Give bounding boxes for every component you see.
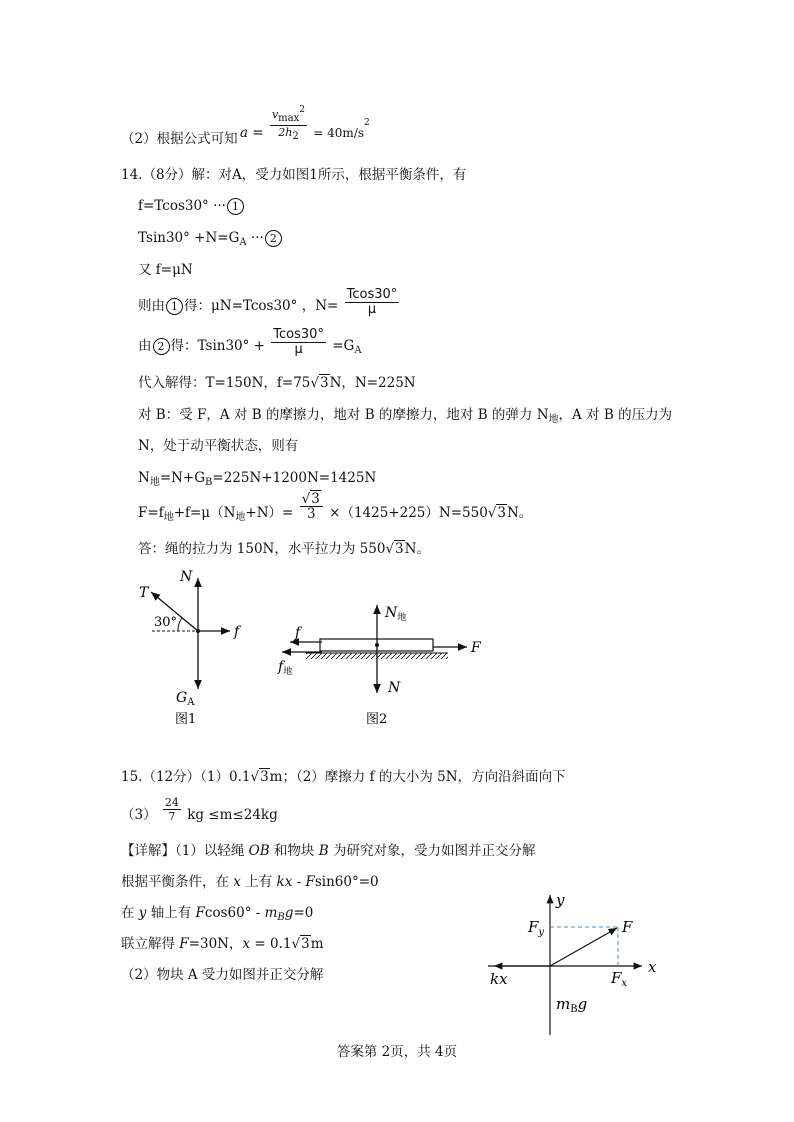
l10-fraction (300, 492, 323, 521)
l5-c: =G (332, 338, 355, 354)
v-sup: 2 (299, 105, 305, 115)
l4-num: Tcos30° (346, 287, 398, 302)
q13-part2-line (121, 122, 238, 158)
l5-b: 得：Tsin30° + (170, 338, 265, 354)
q15-l4-b: =30N， (188, 936, 243, 952)
q14-line6 (138, 374, 416, 392)
l10-den: 3 (306, 506, 316, 522)
fig3-label-f: F (622, 918, 633, 936)
l10-c: +N）= (245, 505, 294, 521)
l4-den: μ (367, 302, 377, 317)
figure-1-force-diagram (130, 565, 260, 735)
fig2-label-big-f: F (471, 640, 481, 656)
fig3-label-b: B (570, 1004, 578, 1015)
fig2-label-f-ground-main: f (278, 659, 284, 675)
q14-answer (138, 540, 430, 558)
sqrt-l10-num: √3 (301, 491, 320, 507)
q15-line4 (121, 935, 324, 953)
fig3-label-x: x (648, 958, 657, 976)
l10-a: F=f (138, 505, 164, 521)
fig2-label-n (384, 605, 406, 623)
fig3-label-g: g (577, 995, 588, 1013)
q14-line5 (138, 328, 362, 357)
q14-eq3: 又 f=μN (138, 262, 193, 278)
l4-a: 则由 (138, 298, 165, 314)
q15-l2-b: 上有 (240, 874, 277, 890)
q14-line9 (138, 469, 376, 492)
p3-a: （3） (121, 807, 157, 823)
answer-b: N。 (404, 541, 430, 557)
fig2-label-n-down: N (388, 680, 401, 696)
fig1-label-f: f (234, 624, 240, 640)
rad-answer: 3 (395, 541, 404, 557)
q15-l4-x: x (242, 936, 251, 952)
l9-sub: 地 (149, 477, 160, 488)
fig3-f-arrow (550, 928, 617, 966)
q15-line5: （2）物块 A 受力如图并正交分解 (121, 967, 324, 983)
p3-b: kg ≤m≤24kg (187, 807, 278, 823)
fig1-angle-arc (178, 618, 182, 631)
q15-l3-d: =0 (293, 905, 314, 921)
q15-l2-a: 根据平衡条件，在 (121, 874, 234, 890)
formula-result: = 40m/s (313, 126, 365, 140)
q14-line7 (138, 406, 672, 429)
fig3-label-fy-main: F (528, 918, 539, 936)
q14-line4 (138, 288, 401, 317)
l10-sub: 地 (163, 512, 174, 523)
fig1-caption: 图1 (175, 712, 197, 727)
v-sub: max (278, 113, 300, 124)
l9-a: N (138, 470, 150, 486)
fig2-label-f: f (295, 625, 301, 641)
detail-c: 为研究对象，受力如图并正交分解 (328, 843, 536, 859)
l7-a: 对 B：受 F，A 对 B 的摩擦力，地对 B 的摩擦力，地对 B 的弹力 N (138, 407, 549, 423)
circle-2b: 2 (153, 338, 170, 355)
formula-fraction (270, 104, 307, 143)
rad-l10: 3 (497, 505, 506, 521)
fig1-label-g-sub: A (187, 697, 195, 708)
circle-1: 1 (227, 198, 244, 215)
l7-b: ，A 对 B 的压力为 (558, 407, 673, 423)
q15-l3-b: 轴上有 (146, 905, 196, 921)
q15-l3-sub: B (277, 912, 285, 923)
eq2-dots: ··· (246, 230, 264, 246)
l5-a: 由 (138, 338, 152, 354)
q15-heading-b: m；（2）摩擦力 f 的大小为 5N，方向沿斜面向下 (269, 769, 566, 785)
q13-prefix: （2）根据公式可知 (121, 131, 238, 147)
l5-fraction (271, 328, 326, 357)
rad-l10-num: 3 (311, 491, 320, 507)
eq2-sub: A (239, 237, 247, 248)
detail-b: 和物块 (269, 843, 319, 859)
l4-b: 得：μN=Tcos30° ，N= (184, 298, 339, 314)
rad-q15-l4: 3 (301, 936, 310, 952)
figure-2-force-diagram (270, 595, 500, 735)
fig2-label-n-main: N (385, 605, 398, 621)
circle-2: 2 (265, 230, 282, 247)
q15-l4-d: m (310, 936, 324, 952)
l5-num: Tcos30° (273, 327, 324, 342)
l5-den: μ (294, 342, 303, 357)
l10-d: ×（1425+225）N=550 (329, 505, 488, 521)
answer-a: 答：绳的拉力为 150N，水平拉力为 550 (138, 541, 386, 557)
v-symbol: v (271, 108, 279, 121)
sqrt-l10: √3 (487, 505, 506, 521)
l6-a: 代入解得：T=150N，f=75 (138, 375, 311, 391)
p3-den: 7 (168, 810, 176, 823)
page-footer: 答案第 2页，共 4页 (336, 1044, 458, 1060)
q15-l2-c: kx (276, 874, 293, 890)
q14-line10 (138, 492, 532, 521)
q15-l3-g: g (284, 905, 294, 921)
q15-l4-a: 联立解得 (121, 936, 180, 952)
q13-formula (240, 104, 370, 143)
sqrt-l6: √3 (310, 375, 329, 391)
q15-l3-f: F (195, 905, 205, 921)
q15-heading (121, 768, 566, 786)
formula-a: a = (240, 125, 264, 141)
l6-b: N，N=225N (329, 375, 416, 391)
q15-l2-f: sin60°=0 (314, 874, 379, 890)
q15-l2-d: - (292, 874, 306, 890)
q15-l3-a: 在 (121, 905, 139, 921)
l9-b: =N+G (159, 470, 206, 486)
fig3-label-fy (527, 918, 544, 938)
q15-l3-y: y (138, 905, 147, 921)
q15-heading-a: 15.（12分）（1）0.1 (121, 769, 251, 785)
l9-c: =225N+1200N=1425N (212, 470, 377, 486)
q15-l3-c: cos60° - (204, 905, 265, 921)
fig3-label-fx-main: F (611, 969, 622, 987)
sqrt-q15-l4: √3 (291, 936, 310, 952)
q14-line8: N，处于动平衡状态，则有 (138, 438, 299, 454)
circle-1b: 1 (166, 298, 183, 315)
fig2-label-f-ground (277, 659, 292, 677)
detail-ob: OB (248, 843, 270, 859)
fig2-label-n-sub: 地 (397, 613, 407, 623)
fig1-label-angle: 30° (154, 615, 178, 630)
fig2-caption: 图2 (366, 712, 388, 727)
q14-heading: 14.（8分）解：对A，受力如图1所示，根据平衡条件，有 (121, 167, 467, 183)
result-sup: 2 (364, 118, 370, 128)
q15-l2-x: x (233, 874, 241, 890)
l10-b: +f=μ（N (173, 505, 236, 521)
q15-line2 (121, 873, 379, 891)
detail-tag: 【详解】 (121, 843, 175, 859)
fig3-label-mbg (556, 995, 587, 1015)
q15-part3 (121, 796, 278, 823)
fig3-label-fy-sub: y (538, 927, 545, 938)
fig1-label-t: T (139, 585, 149, 601)
q14-eq1 (138, 197, 245, 215)
fig1-label-g (176, 690, 195, 708)
sqrt-q15: √3 (250, 769, 269, 785)
q15-l2-e: F (305, 874, 315, 890)
l10-e: N。 (506, 505, 533, 521)
fig3-label-kx: kx (490, 970, 508, 988)
fig3-label-fx (610, 969, 627, 989)
l4-fraction (345, 288, 400, 317)
eq2-text: Tsin30° +N=G (138, 230, 240, 246)
l5-sub: A (354, 345, 362, 356)
rad-q15: 3 (260, 769, 269, 785)
figure-3-decomposition (470, 885, 670, 1040)
fig2-label-f-ground-sub: 地 (283, 667, 293, 677)
fig1-label-g-main: G (176, 690, 188, 706)
p3-fraction (163, 796, 181, 823)
fig3-label-fx-sub: x (621, 978, 628, 989)
fig1-label-n: N (180, 569, 193, 585)
q15-l4-c: = 0.1 (250, 936, 292, 952)
q14-eq2 (138, 229, 283, 252)
den-sub: 2 (292, 131, 299, 142)
q15-line3 (121, 904, 313, 927)
detail-a: （1）以轻绳 (175, 843, 249, 859)
den-symbol: 2h (278, 126, 293, 139)
q15-l4-f: F (179, 936, 189, 952)
rad-l6: 3 (320, 375, 329, 391)
l10-sub2: 地 (235, 512, 246, 523)
q15-l3-m: m (264, 905, 278, 921)
l7-sub: 地 (548, 414, 559, 425)
fig3-label-y: y (556, 891, 565, 909)
fig3-label-m: m (556, 995, 571, 1013)
p3-num: 24 (164, 796, 179, 809)
q15-detail (121, 842, 535, 860)
sqrt-answer: √3 (385, 541, 404, 557)
l9-sub2: B (205, 477, 213, 488)
eq1-text: f=Tcos30° ··· (138, 198, 226, 214)
detail-bb: B (318, 843, 329, 859)
